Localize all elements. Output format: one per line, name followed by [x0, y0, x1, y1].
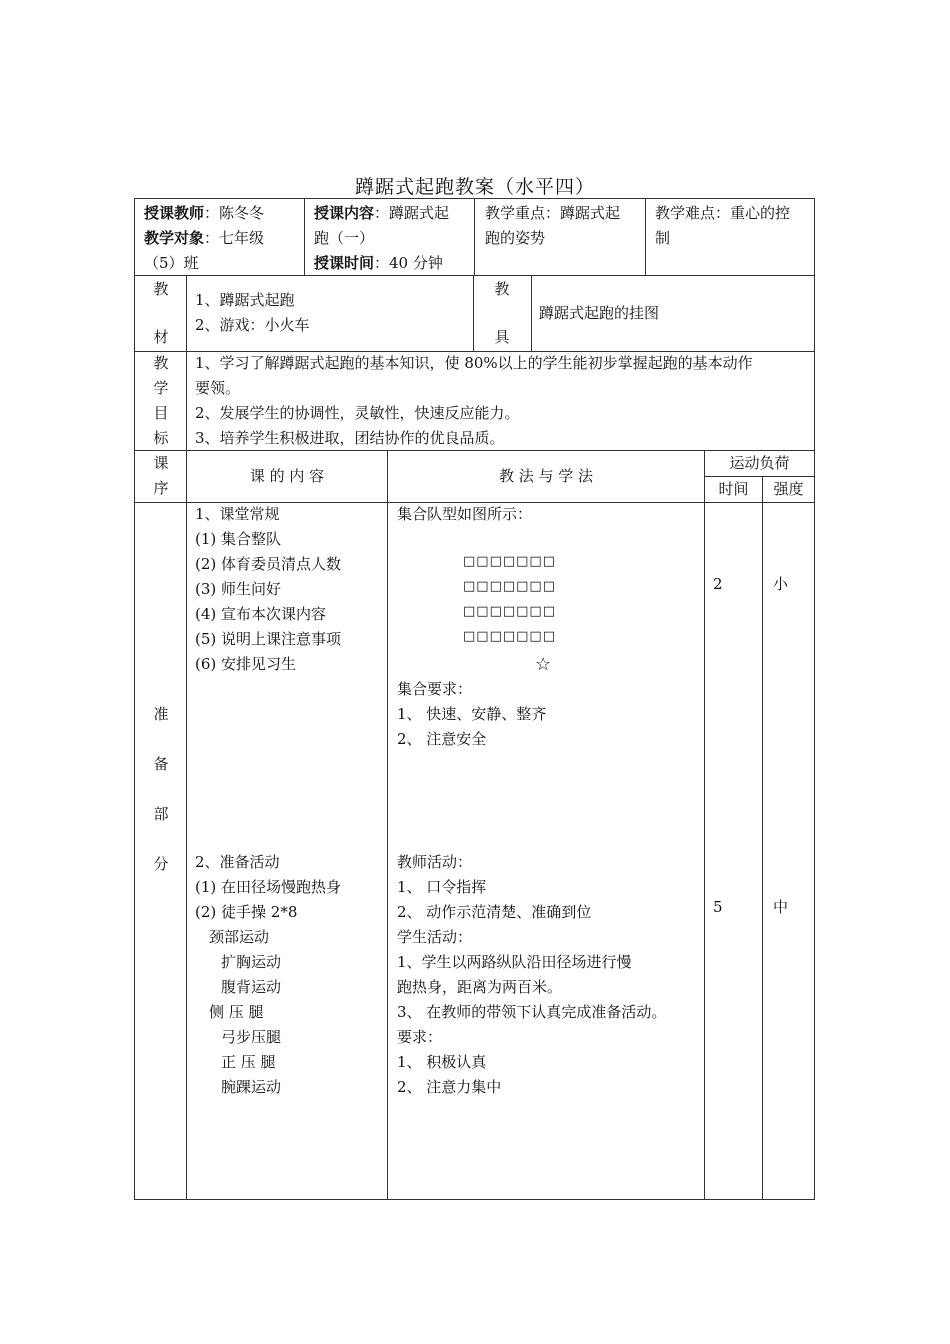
method-line: 1、学生以两路纵队沿田径场进行慢: [397, 953, 632, 971]
content-item: (4) 宣布本次课内容: [195, 605, 327, 623]
formation-row: □□□□□□□: [463, 604, 556, 619]
material-item: 1、蹲踞式起跑: [195, 291, 295, 309]
content-item: 1、课堂常规: [195, 505, 280, 523]
content-item: 2、准备活动: [195, 853, 280, 871]
content-item: (1) 在田径场慢跑热身: [195, 878, 342, 896]
method-line: 教师活动：: [397, 853, 473, 871]
col-divider: [304, 199, 305, 275]
method-column-header: 教 法 与 学 法: [498, 467, 594, 485]
teacher-info: 授课教师：陈冬冬: [144, 204, 265, 222]
col-divider: [531, 275, 532, 351]
method-line: 2、 注意力集中: [397, 1078, 502, 1096]
tools-label-top: 教: [494, 280, 510, 298]
col-divider: [704, 450, 705, 1199]
method-line: 2、 动作示范清楚、准确到位: [397, 903, 592, 921]
method-line: 跑热身，距离为两百米。: [397, 978, 563, 996]
goals-label: 学: [153, 379, 169, 397]
col-divider: [387, 450, 388, 1199]
content-item: 弓步压腿: [221, 1028, 282, 1046]
class-info: （5）班: [144, 254, 199, 272]
section-label: 分: [153, 855, 169, 873]
content-item: 腕踝运动: [221, 1078, 282, 1096]
intensity-value: 中: [773, 898, 789, 916]
method-line: 2、 注意安全: [397, 730, 487, 748]
tools-value: 蹲踞式起跑的挂图: [539, 304, 660, 322]
goal-line: 1、学习了解蹲踞式起跑的基本知识，使 80%以上的学生能初步掌握起跑的基本动作: [195, 354, 753, 372]
content-item: 正 压 腿: [221, 1053, 276, 1071]
content-item: 扩胸运动: [221, 953, 282, 971]
content-item: 侧 压 腿: [209, 1003, 264, 1021]
content-item: 腹背运动: [221, 978, 282, 996]
content-item: (5) 说明上课注意事项: [195, 630, 342, 648]
intensity-column-header: 强度: [773, 480, 804, 498]
time-info: 授课时间：40 分钟: [314, 254, 443, 272]
goals-label: 目: [153, 404, 169, 422]
section-label: 部: [153, 805, 169, 823]
content-item: 颈部运动: [209, 928, 270, 946]
col-divider: [762, 476, 763, 1199]
col-divider: [645, 199, 646, 275]
time-column-header: 时间: [718, 480, 749, 498]
method-line: 学生活动：: [397, 928, 473, 946]
goal-line: 要领。: [195, 379, 241, 397]
teaching-difficulty-line2: 制: [655, 229, 671, 247]
goal-line: 2、发展学生的协调性，灵敏性，快速反应能力。: [195, 404, 520, 422]
section-label: 准: [153, 705, 169, 723]
col-divider: [474, 199, 475, 275]
method-line: 集合要求：: [397, 680, 473, 698]
method-line: 1、 口令指挥: [397, 878, 487, 896]
method-line: 集合队型如图所示：: [397, 505, 533, 523]
method-line: 1、 积极认真: [397, 1053, 487, 1071]
method-line: 3、 在教师的带领下认真完成准备活动。: [397, 1003, 667, 1021]
formation-row: □□□□□□□: [463, 629, 556, 644]
content-item: (2) 徒手操 2*8: [195, 903, 298, 921]
intensity-value: 小: [773, 575, 789, 593]
order-label-top: 课: [153, 454, 169, 472]
load-column-header: 运动负荷: [729, 454, 790, 472]
row-divider: [135, 275, 814, 276]
lesson-plan-table: [134, 198, 815, 1200]
formation-row: □□□□□□□: [463, 554, 556, 569]
content-item: (6) 安排见习生: [195, 655, 297, 673]
content-item: (3) 师生问好: [195, 580, 282, 598]
content-item: (1) 集合整队: [195, 530, 282, 548]
formation-row: □□□□□□□: [463, 579, 556, 594]
time-value: 5: [713, 898, 723, 916]
material-item: 2、游戏：小火车: [195, 316, 310, 334]
materials-label-bottom: 材: [153, 328, 169, 346]
method-line: 要求：: [397, 1028, 443, 1046]
order-label-bottom: 序: [153, 479, 169, 497]
goals-label: 教: [153, 354, 169, 372]
target-info: 教学对象：七年级: [144, 229, 265, 247]
teacher-star-icon: ☆: [535, 654, 552, 675]
materials-label-top: 教: [153, 280, 169, 298]
tools-label-bottom: 具: [494, 328, 510, 346]
content-info-line2: 跑（一）: [314, 229, 375, 247]
teaching-focus-line2: 跑的姿势: [485, 229, 546, 247]
time-value: 2: [713, 575, 723, 593]
method-line: 1、 快速、安静、整齐: [397, 705, 547, 723]
section-label: 备: [153, 755, 169, 773]
teaching-focus: 教学重点：蹲踞式起: [485, 204, 621, 222]
goal-line: 3、培养学生积极进取，团结协作的优良品质。: [195, 429, 505, 447]
teaching-difficulty: 教学难点：重心的控: [655, 204, 791, 222]
content-column-header: 课 的 内 容: [249, 467, 325, 485]
page-title: 蹲踞式起跑教案（水平四）: [354, 176, 595, 198]
content-info: 授课内容：蹲踞式起: [314, 204, 450, 222]
goals-label: 标: [153, 429, 169, 447]
content-item: (2) 体育委员清点人数: [195, 555, 342, 573]
